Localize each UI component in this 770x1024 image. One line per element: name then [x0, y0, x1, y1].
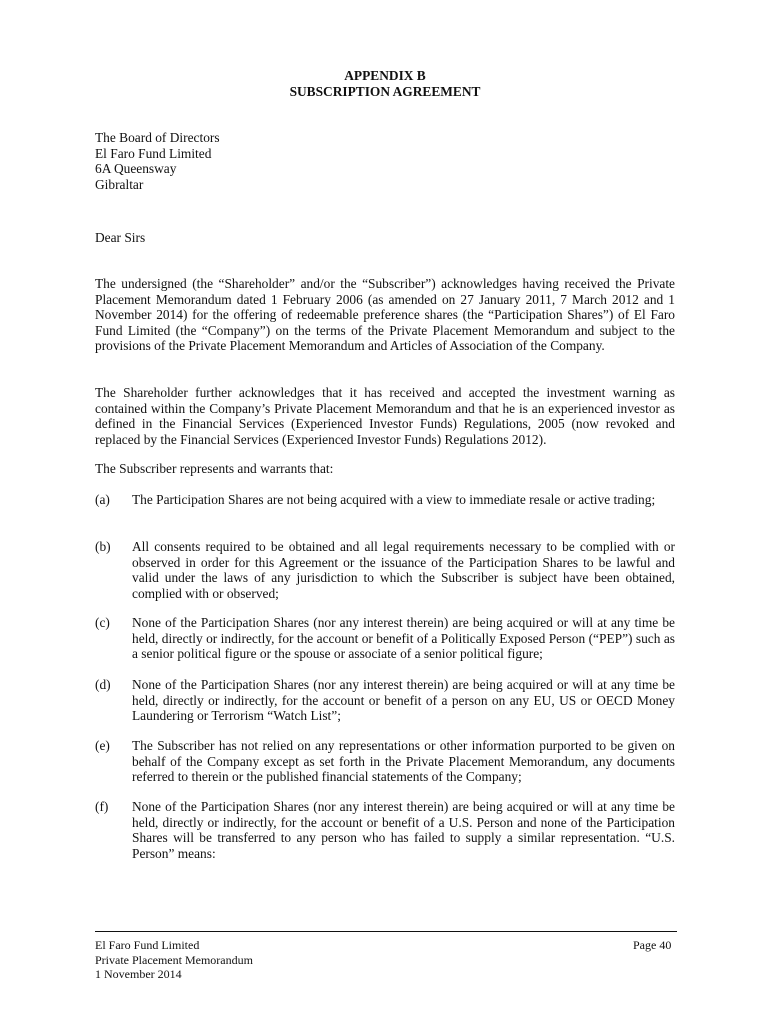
list-item-label: (e): [95, 738, 110, 753]
appendix-title: APPENDIX B: [344, 68, 426, 83]
address-line: The Board of Directors: [95, 130, 220, 145]
list-item-label: (d): [95, 677, 111, 692]
footer-divider: [95, 931, 677, 932]
footer-date: 1 November 2014: [95, 967, 182, 981]
list-item-label: (a): [95, 492, 110, 507]
footer-document-name: Private Placement Memorandum: [95, 952, 253, 967]
paragraph-warranties-intro: The Subscriber represents and warrants that:: [95, 461, 334, 476]
list-item-label: (b): [95, 539, 111, 554]
list-item-text: The Subscriber has not relied on any representations or other information purported to be given on behalf of the Company except as set forth in the Private Placement Memorandum, any documents referred to therein or the published financial statements of the Company;: [132, 738, 675, 785]
list-item: [95, 492, 675, 508]
list-item-text: The Participation Shares are not being acquired with a view to immediate resale or active trading;: [132, 492, 656, 507]
list-item-text: All consents required to be obtained and all legal requirements necessary to be complied with or observed in order for this Agreement or the issuance of the Participation Shares to be lawful and valid under the laws of any jurisdiction to which the Subscriber is subject have been obtained, complied with or observed;: [132, 539, 675, 601]
list-item-text: None of the Participation Shares (nor any interest therein) are being acquired or will at any time be held, directly or indirectly, for the account or benefit of a person on any EU, US or OECD Money Laundering or Terrorism “Watch List”;: [132, 677, 675, 724]
list-item: [95, 539, 675, 601]
list-item-text: None of the Participation Shares (nor any interest therein) are being acquired or will at any time be held, directly or indirectly, for the account or benefit of a U.S. Person and none of the Participation Shares will be transferred to any person who has failed to supply a similar representation. “U.S. Person” means:: [132, 799, 675, 861]
list-item-label: (f): [95, 799, 109, 814]
list-item: [95, 615, 675, 662]
address-line: El Faro Fund Limited: [95, 145, 212, 161]
list-item: [95, 799, 675, 861]
agreement-title: SUBSCRIPTION AGREEMENT: [289, 84, 481, 99]
address-line: Gibraltar: [95, 176, 144, 192]
list-item-text: None of the Participation Shares (nor any interest therein) are being acquired or will at any time be held, directly or indirectly, for the account or benefit of a Politically Exposed Person (“PEP”) such as a senior political figure or the spouse or associate of a senior political figure;: [132, 615, 675, 662]
page-number: Page 40: [633, 938, 672, 952]
list-item-label: (c): [95, 615, 110, 630]
paragraph-investment-warning: The Shareholder further acknowledges that it has received and accepted the investment warning as contained within the Company’s Private Placement Memorandum and that he is an experienced investor as defined in the Financial Services (Experienced Investor Funds) Regulations, 2005 (now revoked and replaced by the Financial Services (Experienced Investor Funds) Regulations 2012).: [95, 385, 675, 447]
list-item: [95, 677, 675, 724]
footer-fund-name: El Faro Fund Limited: [95, 938, 200, 952]
salutation: Dear Sirs: [95, 230, 146, 245]
addressee-block: [95, 130, 220, 192]
paragraph-acknowledgement: The undersigned (the “Shareholder” and/or the “Subscriber”) acknowledges having received the Private Placement Memorandum dated 1 February 2006 (as amended on 27 January 2011, 7 March 2012 and 1 November 2014) for the offering of redeemable preference shares (the “Participation Shares”) of El Faro Fund Limited (the “Company”) on the terms of the Private Placement Memorandum and subject to the provisions of the Private Placement Memorandum and Articles of Association of the Company.: [95, 276, 675, 354]
address-line: 6A Queensway: [95, 161, 177, 176]
list-item: [95, 738, 675, 785]
footer-block: [95, 938, 253, 982]
